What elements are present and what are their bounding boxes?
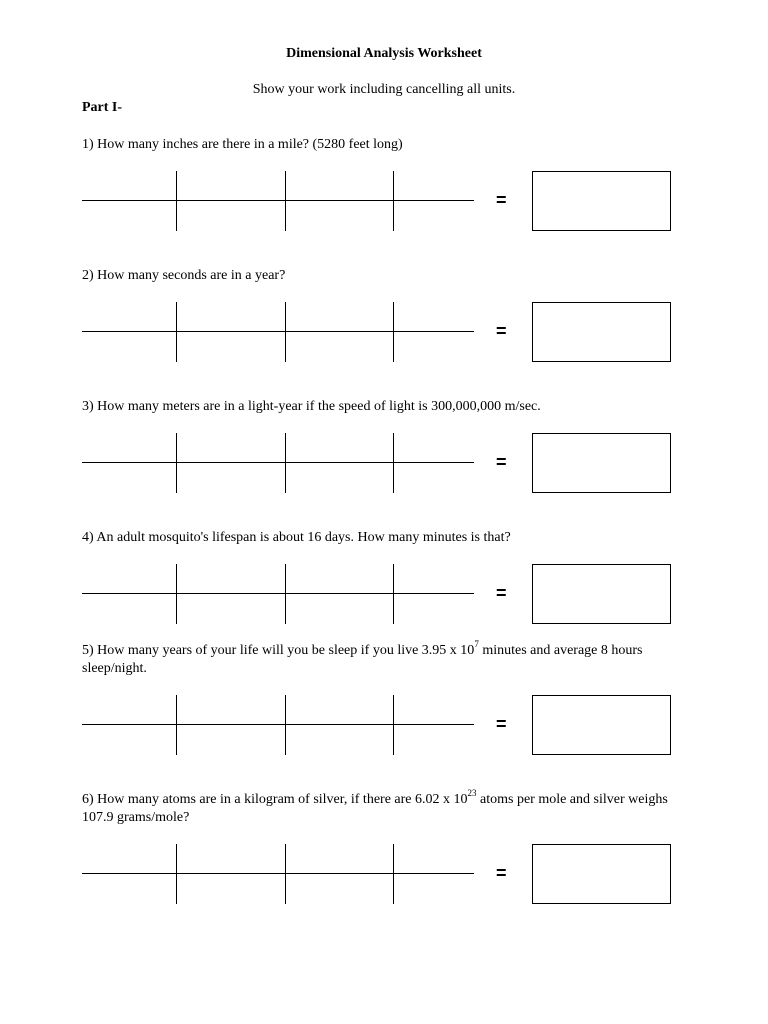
part-heading: Part I-	[82, 100, 123, 115]
question-6-text-start: 6) How many atoms are in a kilogram of silver, if there are 6.02 x 10	[82, 792, 468, 807]
worksheet-instructions	[0, 82, 768, 98]
answer-box-1[interactable]	[532, 171, 671, 231]
equals-sign: =	[496, 863, 507, 883]
work-area-5	[82, 695, 672, 755]
answer-box-5[interactable]	[532, 695, 671, 755]
question-4: 4) An adult mosquito's lifespan is about 16 days. How many minutes is that?	[82, 530, 511, 545]
question-3: 3) How many meters are in a light-year if the speed of light is 300,000,000 m/sec.	[82, 399, 541, 414]
equals-sign: =	[496, 714, 507, 734]
question-2: 2) How many seconds are in a year?	[82, 268, 286, 283]
conversion-divider	[176, 302, 177, 362]
conversion-divider	[393, 844, 394, 904]
conversion-divider	[393, 564, 394, 624]
conversion-divider	[285, 433, 286, 493]
conversion-divider	[393, 302, 394, 362]
conversion-divider	[285, 844, 286, 904]
worksheet-title: Dimensional Analysis Worksheet	[286, 46, 482, 61]
conversion-divider	[285, 564, 286, 624]
question-5	[82, 639, 702, 678]
answer-box-3[interactable]	[532, 433, 671, 493]
conversion-divider	[285, 695, 286, 755]
conversion-divider	[176, 844, 177, 904]
question-5-text-end: minutes and average 8 hours sleep/night.	[82, 643, 643, 676]
question-5-text-start: 5) How many years of your life will you be sleep if you live 3.95 x 10	[82, 643, 475, 658]
question-6-text-end: atoms per mole and silver weighs 107.9 grams/mole?	[82, 792, 668, 825]
equals-sign: =	[496, 583, 507, 603]
conversion-line	[82, 593, 474, 594]
conversion-divider	[393, 171, 394, 231]
conversion-line	[82, 724, 474, 725]
work-area-3	[82, 433, 672, 493]
conversion-line	[82, 200, 474, 201]
question-6	[82, 788, 702, 827]
work-area-4	[82, 564, 672, 624]
conversion-divider	[393, 433, 394, 493]
equals-sign: =	[496, 452, 507, 472]
answer-box-4[interactable]	[532, 564, 671, 624]
answer-box-2[interactable]	[532, 302, 671, 362]
exponent: 23	[467, 788, 477, 799]
conversion-divider	[285, 171, 286, 231]
answer-box-6[interactable]	[532, 844, 671, 904]
conversion-divider	[176, 564, 177, 624]
equals-sign: =	[496, 190, 507, 210]
question-1: 1) How many inches are there in a mile? (5280 feet long)	[82, 137, 403, 152]
equals-sign: =	[496, 321, 507, 341]
conversion-line	[82, 331, 474, 332]
exponent: 7	[474, 639, 479, 650]
work-area-6	[82, 844, 672, 904]
conversion-divider	[285, 302, 286, 362]
conversion-divider	[176, 433, 177, 493]
instructions-text: Show your work including cancelling all units.	[252, 82, 516, 97]
conversion-divider	[393, 695, 394, 755]
work-area-1	[82, 171, 672, 231]
work-area-2	[82, 302, 672, 362]
conversion-line	[82, 462, 474, 463]
conversion-line	[82, 873, 474, 874]
conversion-divider	[176, 695, 177, 755]
conversion-divider	[176, 171, 177, 231]
